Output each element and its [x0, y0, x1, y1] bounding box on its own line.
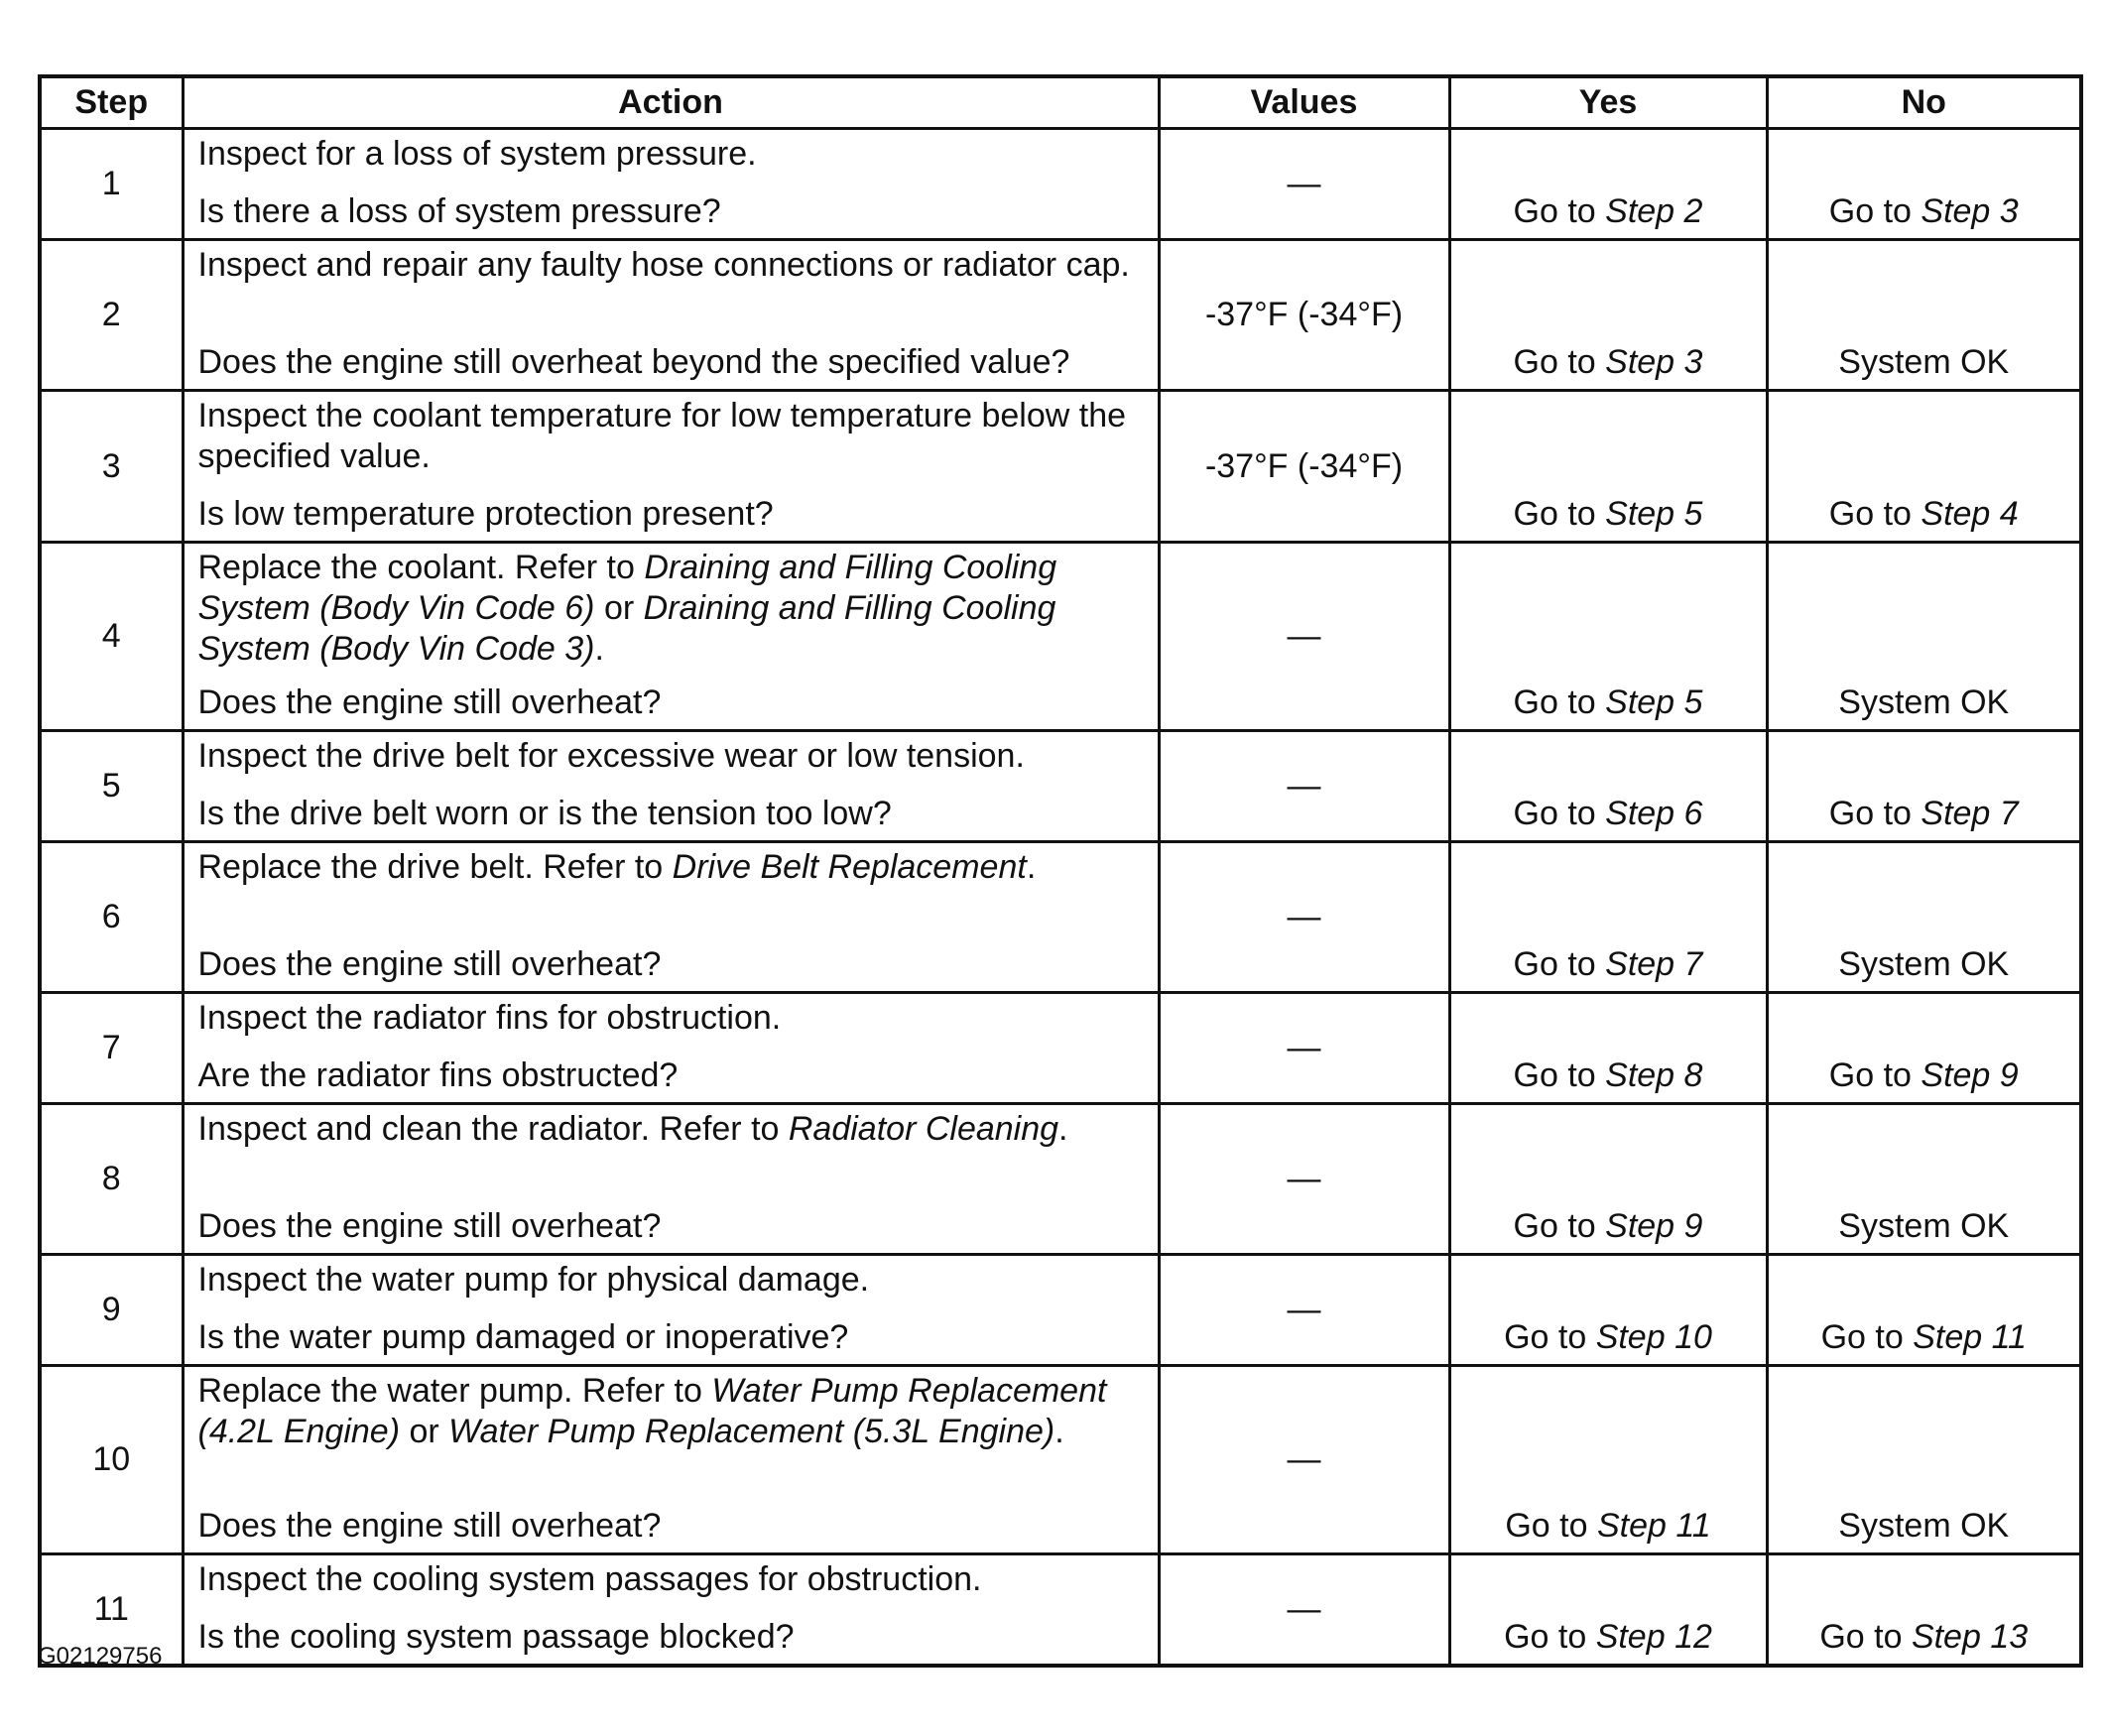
table-row [40, 842, 2081, 993]
instruction-text: Replace the water pump. Refer to [197, 1372, 712, 1410]
action-cell [183, 1104, 1159, 1255]
action-question: Are the radiator fins obstructed? [197, 1056, 679, 1094]
action-instruction [198, 847, 1150, 888]
action-question: Is the drive belt worn or is the tension too low? [197, 795, 892, 832]
action-cell [183, 391, 1159, 543]
instruction-text: Inspect the drive belt for excessive wear or low tension. [197, 737, 1025, 775]
reference-link-text: Radiator Cleaning [788, 1110, 1059, 1148]
instruction-text: Inspect the cooling system passages for obstruction. [197, 1560, 982, 1598]
no-answer [1769, 794, 2080, 834]
no-answer-prefix: Go to [1828, 192, 1921, 230]
no-answer-prefix: System OK [1838, 343, 2010, 381]
action-question: Does the engine still overheat? [197, 1507, 662, 1545]
no-answer-prefix: System OK [1838, 1507, 2010, 1545]
action-instruction [198, 1559, 1150, 1600]
yes-answer-prefix: Go to [1513, 343, 1606, 381]
instruction-text: or [594, 589, 644, 627]
no-answer-step: Step 7 [1921, 795, 2019, 832]
yes-cell [1449, 543, 1767, 731]
value-cell: — [1159, 1366, 1449, 1554]
no-cell [1767, 842, 2081, 993]
yes-answer-step: Step 8 [1605, 1056, 1703, 1094]
instruction-text: or [400, 1413, 449, 1450]
action-instruction [198, 1371, 1150, 1452]
figure-id: G02129756 [38, 1643, 163, 1670]
value-cell: — [1159, 842, 1449, 993]
yes-answer-step: Step 3 [1605, 343, 1703, 381]
reference-link-text: Drive Belt Replacement [672, 848, 1027, 886]
no-answer-prefix: System OK [1838, 1207, 2010, 1245]
no-cell [1767, 1104, 2081, 1255]
value-cell: — [1159, 543, 1449, 731]
step-number: 1 [40, 129, 183, 240]
action-instruction [198, 736, 1150, 777]
yes-answer-step: Step 2 [1605, 192, 1703, 230]
no-answer-step: Step 4 [1921, 495, 2019, 533]
action-cell [183, 1255, 1159, 1366]
yes-answer [1451, 191, 1766, 232]
no-cell [1767, 543, 2081, 731]
action-cell [183, 842, 1159, 993]
yes-answer-prefix: Go to [1513, 795, 1606, 832]
value-cell: -37°F (-34°F) [1159, 391, 1449, 543]
instruction-text: Inspect for a loss of system pressure. [197, 135, 757, 173]
action-question: Is low temperature protection present? [197, 495, 774, 533]
step-number: 11 [40, 1554, 183, 1667]
yes-answer [1451, 794, 1766, 834]
action-question: Does the engine still overheat? [197, 683, 662, 721]
no-cell [1767, 129, 2081, 240]
yes-cell [1449, 1554, 1767, 1667]
yes-answer [1451, 1317, 1766, 1358]
reference-link-text: Water Pump Replacement (5.3L Engine) [448, 1413, 1055, 1450]
yes-answer [1451, 342, 1766, 383]
action-cell [183, 1554, 1159, 1667]
action-instruction [198, 396, 1150, 477]
yes-answer-prefix: Go to [1504, 1618, 1596, 1656]
no-answer [1769, 682, 2080, 723]
yes-answer-step: Step 12 [1595, 1618, 1712, 1656]
action-instruction [198, 134, 1150, 175]
no-answer-prefix: System OK [1838, 945, 2010, 983]
no-answer [1769, 1055, 2080, 1096]
no-answer-prefix: System OK [1838, 683, 2010, 721]
yes-cell [1449, 240, 1767, 391]
step-number: 6 [40, 842, 183, 993]
action-question: Is the water pump damaged or inoperative? [197, 1318, 849, 1356]
header-action: Action [183, 76, 1159, 129]
no-cell [1767, 1366, 2081, 1554]
value-cell: — [1159, 993, 1449, 1104]
yes-answer-prefix: Go to [1513, 495, 1606, 533]
table-row [40, 1554, 2081, 1667]
yes-cell [1449, 129, 1767, 240]
no-cell [1767, 993, 2081, 1104]
no-answer [1769, 1317, 2080, 1358]
reference-link-text: Water Pump Replacement (4.2L Engine) [197, 1372, 1107, 1450]
header-yes: Yes [1449, 76, 1767, 129]
no-answer [1769, 944, 2080, 985]
yes-answer-prefix: Go to [1513, 945, 1606, 983]
yes-cell [1449, 1104, 1767, 1255]
instruction-text: Replace the drive belt. Refer to [197, 848, 673, 886]
action-question: Does the engine still overheat beyond the specified value? [197, 343, 1070, 381]
no-answer [1769, 494, 2080, 535]
table-row [40, 129, 2081, 240]
no-cell [1767, 391, 2081, 543]
yes-answer-step: Step 7 [1605, 945, 1703, 983]
yes-answer-step: Step 10 [1595, 1318, 1712, 1356]
instruction-text: Inspect the radiator fins for obstruction. [197, 999, 782, 1037]
instruction-text: . [1026, 848, 1037, 886]
table-row [40, 391, 2081, 543]
no-answer-step: Step 9 [1921, 1056, 2019, 1094]
instruction-text: Inspect the water pump for physical damage. [197, 1261, 870, 1299]
yes-answer [1451, 1206, 1766, 1247]
no-answer-step: Step 3 [1921, 192, 2019, 230]
yes-answer-prefix: Go to [1513, 1056, 1606, 1094]
action-instruction [198, 245, 1150, 286]
action-question: Is there a loss of system pressure? [197, 192, 721, 230]
yes-answer-step: Step 11 [1596, 1507, 1711, 1545]
no-answer-step: Step 13 [1911, 1618, 2029, 1656]
table-row [40, 240, 2081, 391]
yes-answer-prefix: Go to [1513, 683, 1606, 721]
yes-answer [1451, 1506, 1766, 1547]
value-cell: — [1159, 1255, 1449, 1366]
step-number: 2 [40, 240, 183, 391]
yes-cell [1449, 391, 1767, 543]
reference-link-text: Draining and Filling Cooling System (Body Vin Code 6) [197, 549, 1057, 627]
table-body [40, 129, 2081, 1667]
yes-answer-prefix: Go to [1513, 1207, 1606, 1245]
instruction-text: Replace the coolant. Refer to [197, 549, 645, 586]
table-row [40, 543, 2081, 731]
value-cell: — [1159, 1104, 1449, 1255]
no-cell [1767, 731, 2081, 842]
yes-answer-prefix: Go to [1504, 1318, 1596, 1356]
no-answer [1769, 342, 2080, 383]
action-question: Does the engine still overheat? [197, 945, 662, 983]
no-answer-prefix: Go to [1828, 1056, 1921, 1094]
action-cell [183, 543, 1159, 731]
instruction-text: . [594, 630, 604, 668]
table-row [40, 1255, 2081, 1366]
step-number: 4 [40, 543, 183, 731]
value-cell: — [1159, 129, 1449, 240]
value-cell: — [1159, 731, 1449, 842]
action-cell [183, 240, 1159, 391]
no-answer-prefix: Go to [1820, 1318, 1914, 1356]
diagnostic-table [38, 74, 2083, 1668]
yes-answer-step: Step 5 [1605, 495, 1703, 533]
yes-answer [1451, 1617, 1766, 1658]
header-row [40, 76, 2081, 129]
instruction-text: Inspect and repair any faulty hose connections or radiator cap. [197, 246, 1130, 284]
instruction-text: . [1054, 1413, 1064, 1450]
action-question: Does the engine still overheat? [197, 1207, 662, 1245]
no-answer [1769, 1206, 2080, 1247]
yes-cell [1449, 1366, 1767, 1554]
action-instruction [198, 548, 1150, 670]
value-cell: -37°F (-34°F) [1159, 240, 1449, 391]
yes-cell [1449, 731, 1767, 842]
action-cell [183, 993, 1159, 1104]
action-instruction [198, 1260, 1150, 1301]
action-cell [183, 129, 1159, 240]
value-cell: — [1159, 1554, 1449, 1667]
table-row [40, 1366, 2081, 1554]
no-answer-prefix: Go to [1828, 495, 1921, 533]
yes-answer-step: Step 5 [1605, 683, 1703, 721]
yes-answer [1451, 944, 1766, 985]
no-answer [1769, 1506, 2080, 1547]
header-values: Values [1159, 76, 1449, 129]
table-row [40, 731, 2081, 842]
step-number: 8 [40, 1104, 183, 1255]
table-row [40, 993, 2081, 1104]
action-instruction [198, 1109, 1150, 1150]
no-answer [1769, 191, 2080, 232]
instruction-text: . [1058, 1110, 1068, 1148]
reference-link-text: Draining and Filling Cooling System (Body Vin Code 3) [197, 589, 1056, 668]
no-answer-prefix: Go to [1828, 795, 1921, 832]
yes-answer-prefix: Go to [1513, 192, 1606, 230]
action-cell [183, 731, 1159, 842]
table-row [40, 1104, 2081, 1255]
yes-cell [1449, 842, 1767, 993]
action-question: Is the cooling system passage blocked? [197, 1618, 795, 1656]
no-answer-step: Step 11 [1913, 1318, 2027, 1356]
no-answer [1769, 1617, 2080, 1658]
action-instruction [198, 998, 1150, 1039]
step-number: 9 [40, 1255, 183, 1366]
header-step: Step [40, 76, 183, 129]
no-cell [1767, 1554, 2081, 1667]
yes-answer-step: Step 6 [1605, 795, 1703, 832]
instruction-text: Inspect and clean the radiator. Refer to [197, 1110, 789, 1148]
yes-answer [1451, 494, 1766, 535]
step-number: 7 [40, 993, 183, 1104]
yes-cell [1449, 993, 1767, 1104]
instruction-text: Inspect the coolant temperature for low temperature below the specified value. [197, 397, 1127, 475]
step-number: 3 [40, 391, 183, 543]
yes-cell [1449, 1255, 1767, 1366]
yes-answer-step: Step 9 [1605, 1207, 1703, 1245]
yes-answer-prefix: Go to [1505, 1507, 1597, 1545]
no-answer-prefix: Go to [1819, 1618, 1912, 1656]
yes-answer [1451, 682, 1766, 723]
step-number: 10 [40, 1366, 183, 1554]
yes-answer [1451, 1055, 1766, 1096]
no-cell [1767, 1255, 2081, 1366]
step-number: 5 [40, 731, 183, 842]
action-cell [183, 1366, 1159, 1554]
no-cell [1767, 240, 2081, 391]
header-no: No [1767, 76, 2081, 129]
